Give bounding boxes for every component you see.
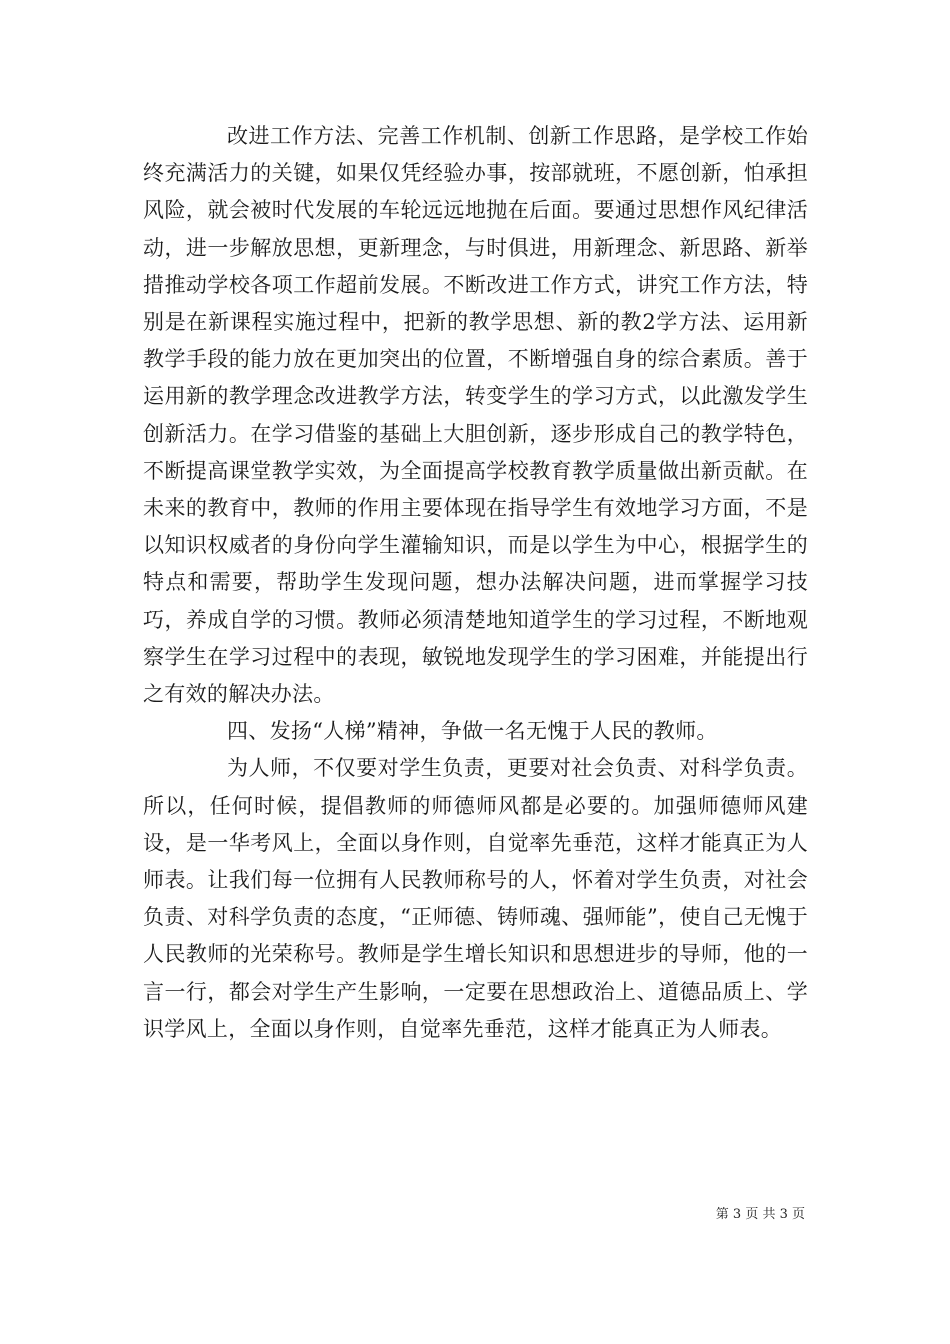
- page-number-footer: 第 3 页 共 3 页: [715, 1207, 805, 1222]
- section-heading-four: 四、发扬“人梯”精神，争做一名无愧于人民的教师。: [227, 719, 718, 744]
- paragraph-teacher-ethics: 为人师，不仅要对学生负责，更要对社会负责、对科学负责。所以，任何时候，提倡教师的师德师风都是必要的。加强师德师风建设，是一华考风上，全面以身作则，自觉率先垂范，这样才能真正为人师表。让我们每一位拥有人民教师称号的人，怀着对学生负责，对社会负责、对科学负责的态度，“正师德、铸师魂、强师能”，使自己无愧于人民教师的光荣称号。教师是学生增长知识和思想进步的导师，他的一言一行，都会对学生产生影响，一定要在思想政治上、道德品质上、学识学风上，全面以身作则，自觉率先垂范，这样才能真正为人师表。: [143, 756, 808, 1041]
- document-body: [143, 118, 808, 1048]
- paragraph-work-methods: 改进工作方法、完善工作机制、创新工作思路，是学校工作始终充满活力的关键，如果仅凭经验办事，按部就班，不愿创新，怕承担风险，就会被时代发展的车轮远远地抛在后面。要通过思想作风纪律活动，进一步解放思想，更新理念，与时俱进，用新理念、新思路、新举措推动学校各项工作超前发展。不断改进工作方式，讲究工作方法，特别是在新课程实施过程中，把新的教学思想、新的教2学方法、运用新教学手段的能力放在更加突出的位置，不断增强自身的综合素质。善于运用新的教学理念改进教学方法，转变学生的学习方式，以此激发学生创新活力。在学习借鉴的基础上大胆创新，逐步形成自己的教学特色，不断提高课堂教学实效，为全面提高学校教育教学质量做出新贡献。在未来的教育中，教师的作用主要体现在指导学生有效地学习方面，不是以知识权威者的身份向学生灌输知识，而是以学生为中心，根据学生的特点和需要，帮助学生发现问题，想办法解决问题，进而掌握学习技巧，养成自学的习惯。教师必须清楚地知道学生的学习过程，不断地观察学生在学习过程中的表现，敏锐地发现学生的学习困难，并能提出行之有效的解决办法。: [143, 124, 808, 707]
